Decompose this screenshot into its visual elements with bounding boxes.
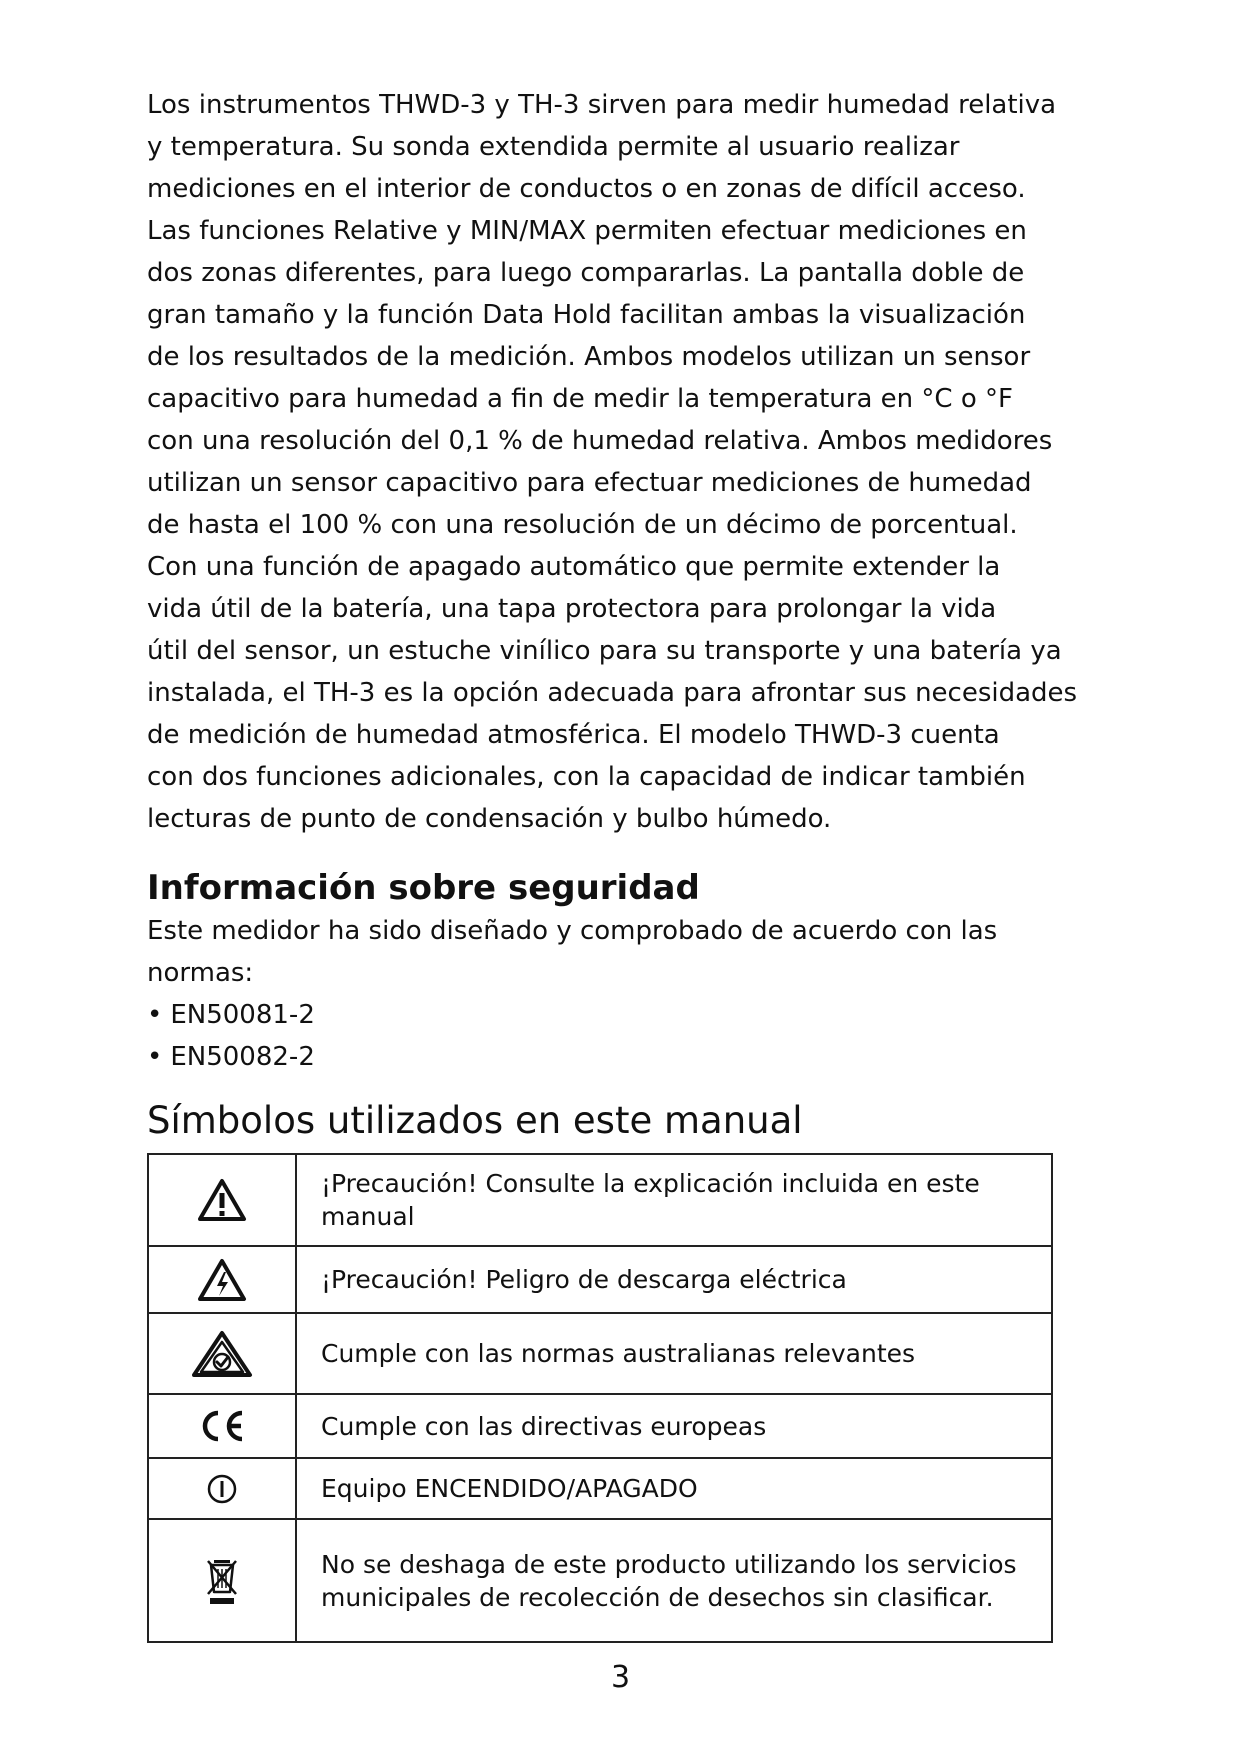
intro-line: de hasta el 100 % con una resolución de un décimo de porcentual. [147,510,1018,540]
intro-line: útil del sensor, un estuche vinílico para su transporte y una batería ya [147,636,1062,666]
intro-line: y temperatura. Su sonda extendida permite al usuario realizar [147,132,960,162]
symbol-row [148,1394,1052,1458]
safety-paragraph [147,910,997,994]
intro-line: instalada, el TH-3 es la opción adecuada para afrontar sus necesidades [147,678,1078,708]
symbol-description: ¡Precaución! Peligro de descarga eléctrica [296,1246,1052,1313]
warning-icon [197,1178,247,1222]
intro-line: dos zonas diferentes, para luego compararlas. La pantalla doble de [147,258,1025,288]
symbol-description: Equipo ENCENDIDO/APAGADO [296,1458,1052,1519]
symbol-description: No se deshaga de este producto utilizando los servicios municipales de recolección de desechos sin clasificar. [296,1519,1052,1642]
safety-heading: Información sobre seguridad [147,868,700,908]
intro-line: capacitivo para humedad a fin de medir la temperatura en °C o °F [147,384,1013,414]
intro-line: de los resultados de la medición. Ambos modelos utilizan un sensor [147,342,1031,372]
safety-line: normas: [147,958,254,988]
ce-mark-icon [197,1408,247,1444]
electric-shock-icon [197,1258,247,1302]
intro-line: utilizan un sensor capacitivo para efectuar mediciones de humedad [147,468,1032,498]
symbol-cell [148,1154,296,1246]
intro-line: con una resolución del 0,1 % de humedad relativa. Ambos medidores [147,426,1053,456]
standard-item: • EN50081-2 [147,994,315,1036]
symbol-cell [148,1313,296,1394]
symbol-cell [148,1458,296,1519]
symbol-description: Cumple con las directivas europeas [296,1394,1052,1458]
symbols-title: Símbolos utilizados en este manual [147,1099,803,1142]
intro-line: Los instrumentos THWD-3 y TH-3 sirven para medir humedad relativa [147,90,1057,120]
symbol-description: Cumple con las normas australianas relevantes [296,1313,1052,1394]
weee-crossed-bin-icon [205,1556,239,1606]
symbol-row [148,1246,1052,1313]
intro-line: vida útil de la batería, una tapa protectora para prolongar la vida [147,594,997,624]
intro-line: Las funciones Relative y MIN/MAX permiten efectuar mediciones en [147,216,1027,246]
safety-line: Este medidor ha sido diseñado y comprobado de acuerdo con las [147,916,998,946]
page-number: 3 [610,1660,631,1695]
intro-line: lecturas de punto de condensación y bulbo húmedo. [147,804,832,834]
intro-paragraph [147,84,1077,840]
symbol-cell [148,1246,296,1313]
symbol-row [148,1519,1052,1642]
standard-item: • EN50082-2 [147,1036,315,1078]
intro-line: con dos funciones adicionales, con la capacidad de indicar también [147,762,1026,792]
rcm-australian-compliance-icon [191,1330,253,1378]
intro-line: mediciones en el interior de conductos o en zonas de difícil acceso. [147,174,1026,204]
symbol-cell [148,1394,296,1458]
symbols-table [147,1153,1053,1643]
intro-line: de medición de humedad atmosférica. El modelo THWD-3 cuenta [147,720,1000,750]
intro-line: gran tamaño y la función Data Hold facilitan ambas la visualización [147,300,1026,330]
symbol-description: ¡Precaución! Consulte la explicación incluida en este manual [296,1154,1052,1246]
symbol-row [148,1154,1052,1246]
intro-line: Con una función de apagado automático que permite extender la [147,552,1001,582]
power-on-off-icon [206,1473,238,1505]
symbol-row [148,1313,1052,1394]
standards-list [147,994,315,1078]
symbol-cell [148,1519,296,1642]
symbol-row [148,1458,1052,1519]
